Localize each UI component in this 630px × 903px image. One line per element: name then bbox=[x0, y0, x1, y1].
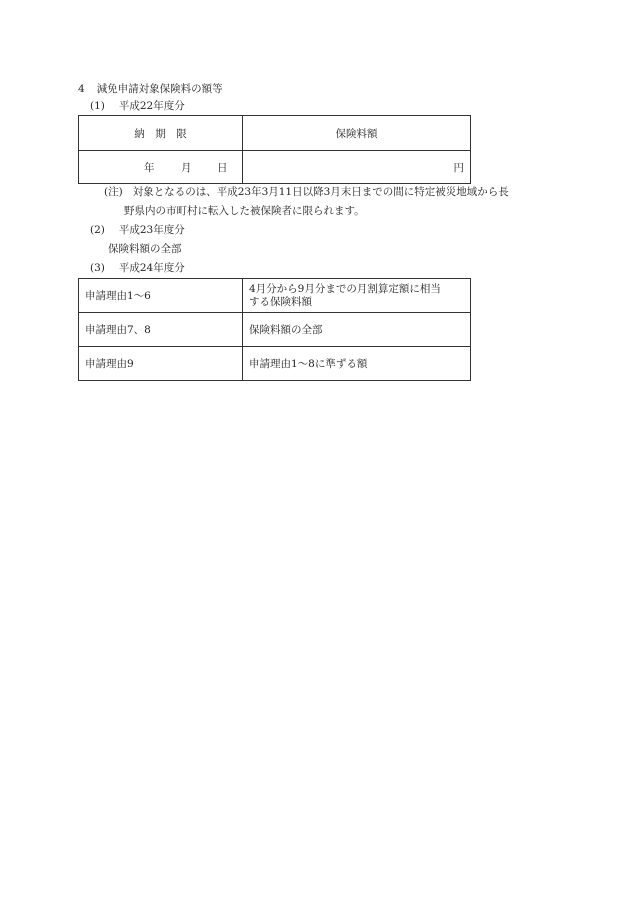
subsection-2-body: 保険料額の全部 bbox=[108, 243, 182, 255]
note-label: (注) bbox=[104, 186, 123, 198]
section-number: 4 bbox=[78, 83, 85, 95]
month-label: 月 bbox=[181, 162, 192, 174]
subsection-1-label: 平成22年度分 bbox=[118, 100, 185, 112]
fy24-table-row bbox=[79, 347, 471, 381]
subsection-2-number: (2) bbox=[90, 224, 105, 236]
premium-amount-header: 保険料額 bbox=[243, 116, 471, 151]
reason-cell: 申請理由1～6 bbox=[79, 279, 243, 313]
premium-amount-cell: 円 bbox=[243, 151, 471, 184]
due-date-header: 納 期 限 bbox=[79, 116, 243, 151]
fy24-table bbox=[78, 278, 471, 381]
subsection-1-heading bbox=[90, 100, 185, 113]
amount-cell bbox=[243, 279, 471, 313]
subsection-3-number: (3) bbox=[90, 262, 105, 274]
amount-cell: 保険料額の全部 bbox=[243, 313, 471, 347]
amount-line-2: する保険料額 bbox=[249, 295, 312, 308]
subsection-3-label: 平成24年度分 bbox=[118, 262, 185, 274]
day-label: 日 bbox=[217, 162, 228, 174]
due-date-cell bbox=[79, 151, 243, 184]
amount-line-1: 4月分から9月分までの月割算定額に相当 bbox=[249, 282, 441, 295]
amount-cell: 申請理由1～8に準ずる額 bbox=[243, 347, 471, 381]
fy22-table-header-row bbox=[79, 116, 471, 151]
subsection-3-heading bbox=[90, 262, 185, 275]
fy22-table-row bbox=[79, 151, 471, 184]
subsection-1-number: (1) bbox=[90, 100, 105, 112]
subsection-2-heading bbox=[90, 224, 185, 237]
fy22-table bbox=[78, 115, 471, 184]
note-line-2: 野県内の市町村に転入した被保険者に限られます。 bbox=[124, 205, 365, 217]
section-heading bbox=[78, 83, 223, 96]
fy24-table-row bbox=[79, 313, 471, 347]
note-text-1: 対象となるのは、平成23年3月11日以降3月末日までの間に特定被災地域から長 bbox=[132, 186, 509, 198]
note-line-1 bbox=[104, 186, 509, 199]
reason-cell: 申請理由9 bbox=[79, 347, 243, 381]
reason-cell: 申請理由7、8 bbox=[79, 313, 243, 347]
fy24-table-row bbox=[79, 279, 471, 313]
year-label: 年 bbox=[144, 162, 155, 174]
section-title: 減免申請対象保険料の額等 bbox=[96, 83, 223, 95]
subsection-2-label: 平成23年度分 bbox=[118, 224, 185, 236]
